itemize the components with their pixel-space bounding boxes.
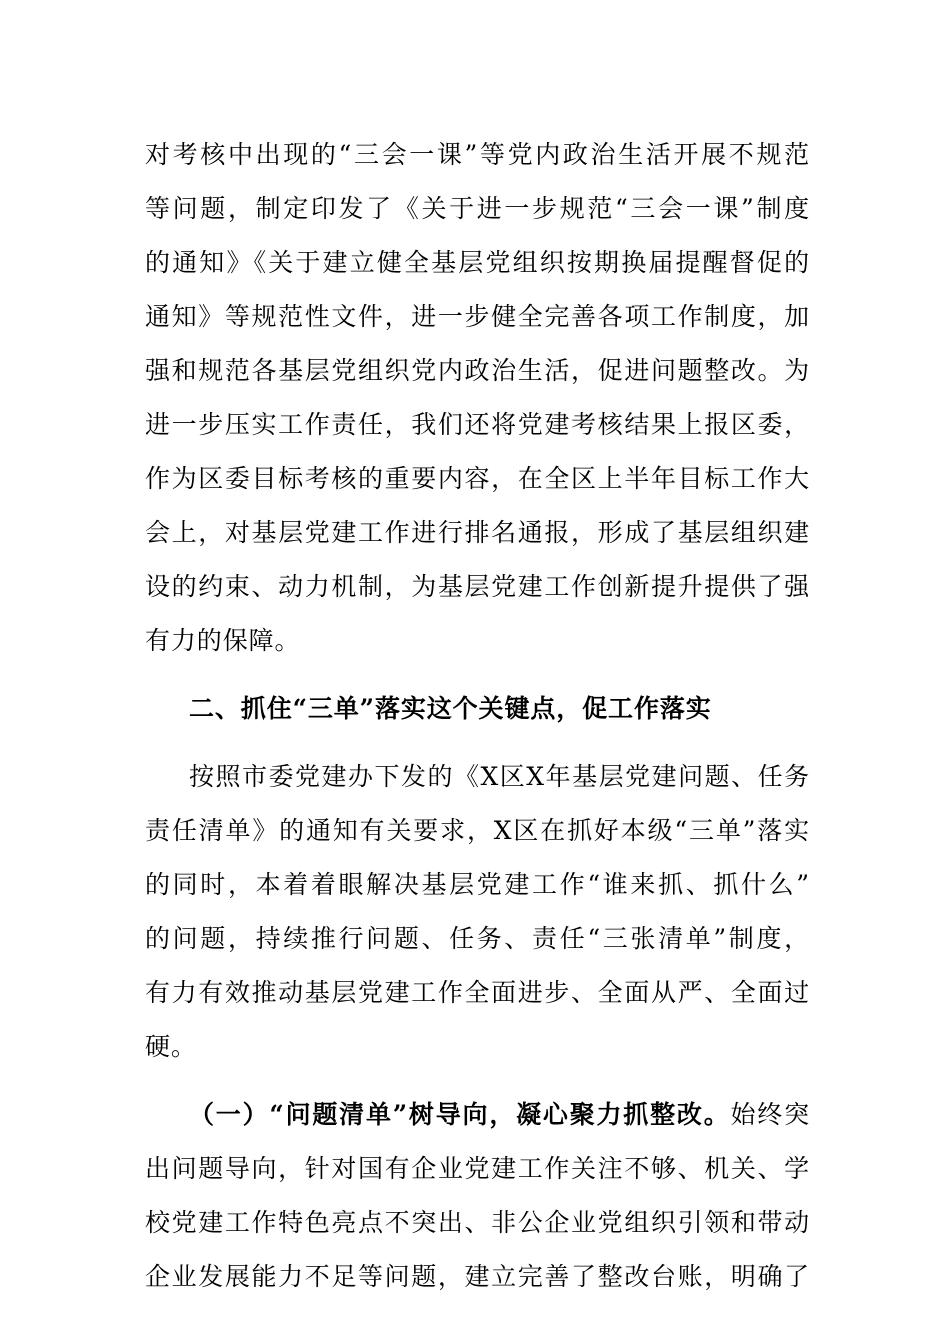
paragraph-line: 的通知》《关于建立健全基层党组织按期换届提醒督促的 <box>145 248 810 277</box>
paragraph-line: 等问题，制定印发了《关于进一步规范“三会一课”制度 <box>145 194 810 223</box>
paragraph-line: 对考核中出现的“三会一课”等党内政治生活开展不规范 <box>145 140 810 169</box>
paragraph-line: 有力有效推动基层党建工作全面进步、全面从严、全面过 <box>145 978 810 1007</box>
spacer <box>145 736 810 750</box>
paragraph-line: 会上，对基层党建工作进行排名通报，形成了基层组织建 <box>145 518 810 547</box>
paragraph-line: 强和规范各基层党组织党内政治生活，促进问题整改。为 <box>145 356 810 385</box>
spacer <box>145 668 810 682</box>
paragraph-line: 的同时，本着着眼解决基层党建工作“谁来抓、抓什么” <box>145 870 810 899</box>
section-heading: 二、抓住“三单”落实这个关键点，促工作落实 <box>189 694 712 723</box>
paragraph-line: 按照市委党建办下发的《X区X年基层党建问题、任务 <box>189 762 810 791</box>
spacer <box>145 1074 810 1088</box>
paragraph-line: 设的约束、动力机制，为基层党建工作创新提升提供了强 <box>145 572 810 601</box>
document-page <box>145 128 810 1304</box>
paragraph-line: 进一步压实工作责任，我们还将党建考核结果上报区委， <box>145 410 810 439</box>
paragraph-line: 出问题导向，针对国有企业党建工作关注不够、机关、学 <box>145 1154 810 1183</box>
paragraph-line: 校党建工作特色亮点不突出、非公企业党组织引领和带动 <box>145 1208 810 1237</box>
paragraph-line: 通知》等规范性文件，进一步健全完善各项工作制度，加 <box>145 302 810 331</box>
paragraph-line: 责任清单》的通知有关要求，X区在抓好本级“三单”落实 <box>145 816 810 845</box>
subsection-heading: （一）“问题清单”树导向，凝心聚力抓整改。 <box>189 1100 731 1129</box>
paragraph-line: 有力的保障。 <box>145 626 301 655</box>
subsection-text: 始终突 <box>730 1100 810 1129</box>
paragraph-line: 企业发展能力不足等问题，建立完善了整改台账，明确了 <box>145 1262 810 1291</box>
subsection-line <box>145 1088 810 1142</box>
paragraph-line: 硬。 <box>145 1032 197 1061</box>
paragraph-line: 的问题，持续推行问题、任务、责任“三张清单”制度， <box>145 924 810 953</box>
paragraph-line: 作为区委目标考核的重要内容，在全区上半年目标工作大 <box>145 464 810 493</box>
